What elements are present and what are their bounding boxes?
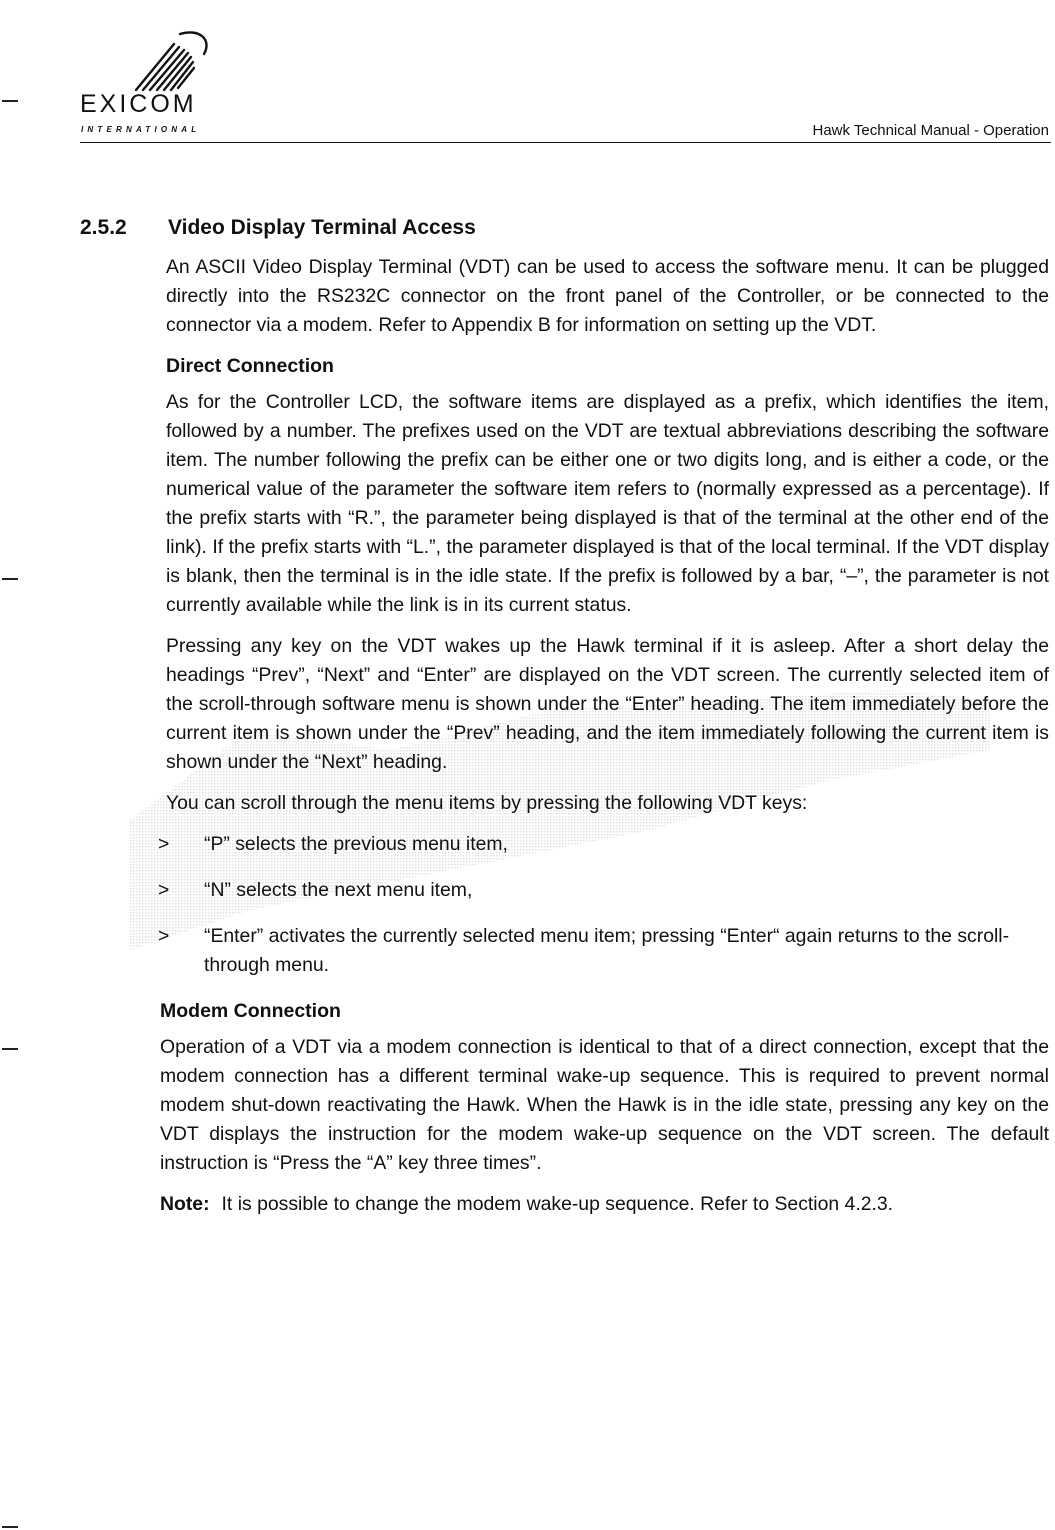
section-heading	[80, 216, 476, 240]
list-item	[158, 876, 1049, 905]
keys-intro: You can scroll through the menu items by pressing the following VDT keys:	[166, 792, 808, 814]
direct-paragraph-1: As for the Controller LCD, the software items are displayed as a prefix, which identifies the item, followed by a number. The prefixes used on the VDT are textual abbreviations describing the software item. The number following the prefix can be either one or two digits long, and is either a code, or the numerical value of the parameter the software item refers to (normally expressed as a percentage). If the prefix starts with “R.”, the parameter being displayed is that of the terminal at the other end of the link). If the prefix starts with “L.”, the parameter displayed is that of the local terminal. If the VDT display is blank, then the terminal is in the idle state. If the prefix is followed by a bar, “–”, the parameter is not currently available while the link is in its current status.	[166, 391, 1049, 616]
brand-name: EXICOM	[80, 90, 197, 118]
list-item	[158, 922, 1049, 980]
section-number: 2.5.2	[80, 216, 127, 239]
key-list	[158, 830, 1049, 980]
modem-connection-heading: Modem Connection	[160, 1000, 341, 1022]
list-item	[158, 830, 1049, 859]
section-title: Video Display Terminal Access	[168, 216, 476, 239]
note-paragraph	[160, 1190, 1049, 1219]
brand-subtitle: INTERNATIONAL	[81, 125, 201, 134]
punch-mark	[2, 1048, 18, 1050]
bullet-marker: >	[158, 879, 170, 901]
note-label: Note:	[160, 1193, 210, 1215]
punch-mark	[2, 1526, 18, 1528]
direct-connection-heading: Direct Connection	[166, 355, 334, 377]
document-title: Hawk Technical Manual - Operation	[812, 122, 1049, 139]
bullet-marker: >	[158, 925, 170, 947]
note-text: It is possible to change the modem wake-up sequence. Refer to Section 4.2.3.	[221, 1193, 894, 1215]
list-item-text: “P” selects the previous menu item,	[204, 833, 508, 855]
punch-mark	[2, 578, 18, 580]
intro-paragraph: An ASCII Video Display Terminal (VDT) can be used to access the software menu. It can be plugged directly into the RS232C connector on the front panel of the Controller, or be connected to the connector via a modem. Refer to Appendix B for information on setting up the VDT.	[166, 256, 1049, 336]
list-item-text: “N” selects the next menu item,	[204, 879, 473, 901]
punch-mark	[2, 100, 18, 102]
modem-paragraph: Operation of a VDT via a modem connection is identical to that of a direct connection, except that the modem connection has a different terminal wake-up sequence. This is required to prevent normal modem shut-down reactivating the Hawk. When the Hawk is in the idle state, pressing any key on the VDT displays the instruction for the modem wake-up sequence on the VDT screen. The default instruction is “Press the “A” key three times”.	[160, 1036, 1049, 1174]
list-item-text: “Enter” activates the currently selected menu item; pressing “Enter“ again returns to the scroll-through menu.	[204, 925, 1010, 976]
bullet-marker: >	[158, 833, 170, 855]
direct-paragraph-2: Pressing any key on the VDT wakes up the Hawk terminal if it is asleep. After a short delay the headings “Prev”, “Next” and “Enter” are displayed on the VDT screen. The currently selected item of the scroll-through software menu is shown under the “Enter” heading. The item immediately before the current item is shown under the “Prev” heading, and the item immediately following the current item is shown under the “Next” heading.	[166, 635, 1049, 773]
header-divider	[80, 142, 1051, 143]
section-body	[158, 253, 1049, 1219]
